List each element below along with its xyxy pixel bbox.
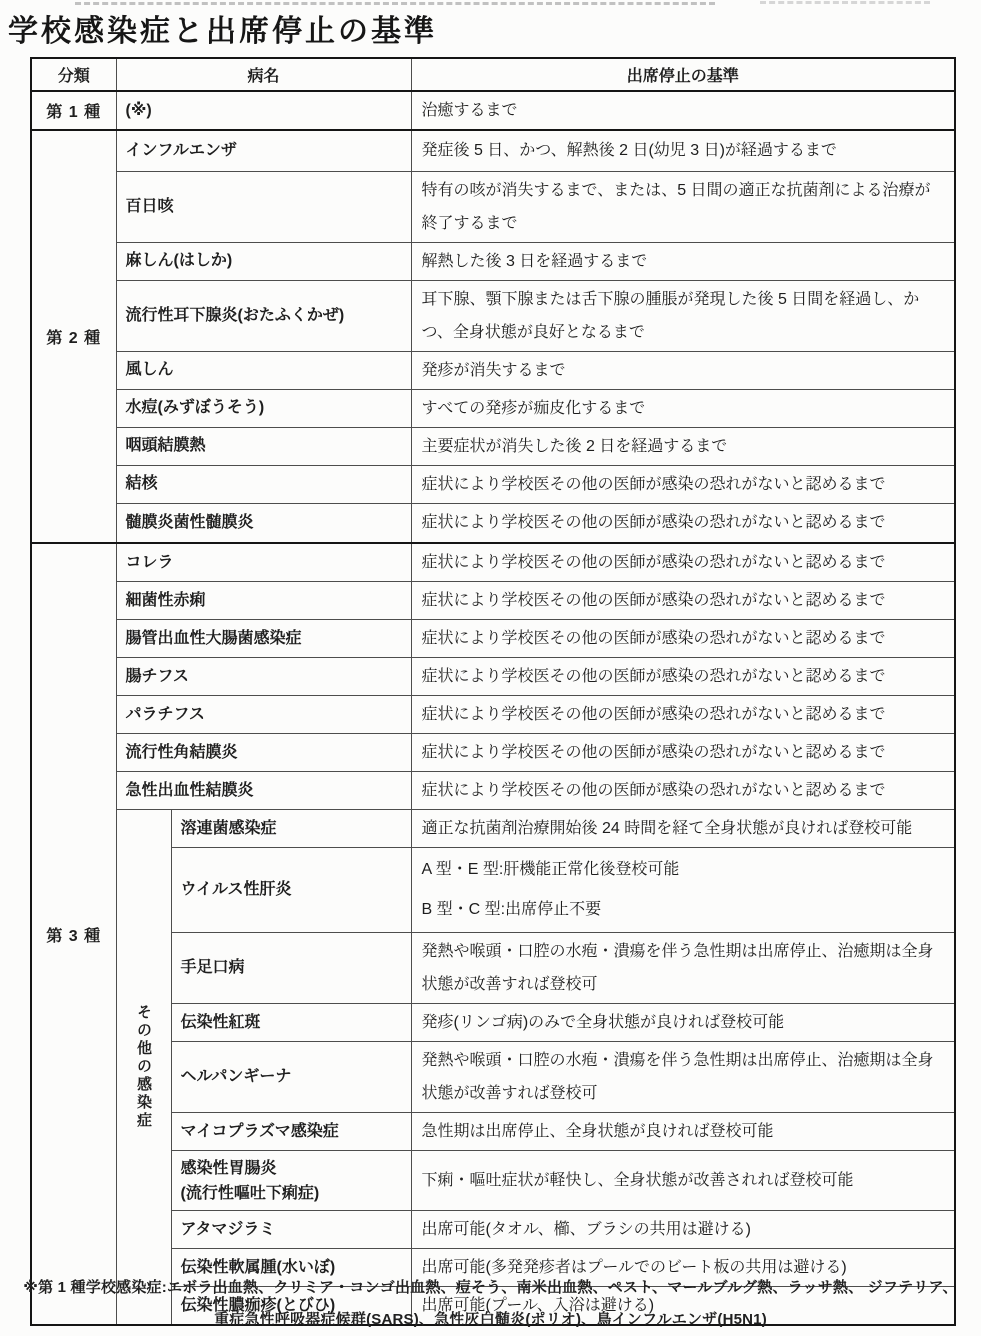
disease-name: 百日咳 <box>116 171 411 242</box>
criteria-text: 症状により学校医その他の医師が感染の恐れがないと認めるまで <box>411 696 955 734</box>
disease-name: コレラ <box>116 543 411 582</box>
disease-name: パラチフス <box>116 696 411 734</box>
disease-name: アタマジラミ <box>171 1211 411 1249</box>
table-row <box>31 351 955 389</box>
criteria-text: 特有の咳が消失するまで、または、5 日間の適正な抗菌剤による治療が終了するまで <box>411 171 955 242</box>
criteria-text: 症状により学校医その他の医師が感染の恐れがないと認めるまで <box>411 620 955 658</box>
infection-criteria-table <box>30 57 956 1326</box>
disease-name: 結核 <box>116 465 411 503</box>
disease-name: 伝染性軟属腫(水いぼ) <box>171 1249 411 1287</box>
table-row <box>31 582 955 620</box>
subsection-label-other-infections: その他の感染症 <box>116 810 171 1326</box>
criteria-text <box>411 848 955 933</box>
disease-name: 溶連菌感染症 <box>171 810 411 848</box>
disease-name: 風しん <box>116 351 411 389</box>
scan-artifact <box>75 2 715 5</box>
table-row <box>31 427 955 465</box>
criteria-text: 症状により学校医その他の医師が感染の恐れがないと認めるまで <box>411 734 955 772</box>
table-row <box>31 171 955 242</box>
header-row <box>31 58 955 91</box>
disease-name: 髄膜炎菌性髄膜炎 <box>116 503 411 543</box>
criteria-text: 症状により学校医その他の医師が感染の恐れがないと認めるまで <box>411 658 955 696</box>
disease-name-line: (流行性嘔吐下痢症) <box>180 1184 320 1202</box>
criteria-text: 下痢・嘔吐症状が軽快し、全身状態が改善されれば登校可能 <box>411 1151 955 1211</box>
criteria-text: 出席可能(多発発疹者はプールでのビート板の共用は避ける) <box>411 1249 955 1287</box>
disease-name: 流行性角結膜炎 <box>116 734 411 772</box>
criteria-text: 発症後 5 日、かつ、解熱後 2 日(幼児 3 日)が経過するまで <box>411 130 955 171</box>
criteria-line: B 型・C 型:出席停止不要 <box>421 901 602 918</box>
page-title: 学校感染症と出席停止の基準 <box>8 15 437 48</box>
footnote-line-1: ※第 1 種学校感染症:エボラ出血熱、クリミア・コンゴ出血熱、痘そう、南米出血熱、ペスト、マールブルグ熱、ラッサ熱、 ジフテリア、 <box>23 1279 958 1296</box>
criteria-text: 発熱や喉頭・口腔の水疱・潰瘍を伴う急性期は出席停止、治癒期は全身状態が改善すれば登校可 <box>411 1042 955 1113</box>
category-label-type3: 第 3 種 <box>31 543 116 1325</box>
criteria-line: A 型・E 型:肝機能正常化後登校可能 <box>421 861 680 878</box>
disease-name: 咽頭結膜熱 <box>116 427 411 465</box>
header-disease: 病名 <box>116 58 411 91</box>
disease-name: 腸管出血性大腸菌感染症 <box>116 620 411 658</box>
criteria-text: 発疹(リンゴ病)のみで全身状態が良ければ登校可能 <box>411 1004 955 1042</box>
criteria-text: 症状により学校医その他の医師が感染の恐れがないと認めるまで <box>411 543 955 582</box>
table-row <box>31 620 955 658</box>
criteria-text: 発疹が消失するまで <box>411 351 955 389</box>
disease-name: ウイルス性肝炎 <box>171 848 411 933</box>
table-row <box>31 465 955 503</box>
criteria-text: 症状により学校医その他の医師が感染の恐れがないと認めるまで <box>411 772 955 810</box>
disease-name: ヘルパンギーナ <box>171 1042 411 1113</box>
disease-name: 細菌性赤痢 <box>116 582 411 620</box>
disease-name: インフルエンザ <box>116 130 411 171</box>
disease-name: 急性出血性結膜炎 <box>116 772 411 810</box>
footnote <box>0 1272 981 1336</box>
disease-name: マイコプラズマ感染症 <box>171 1113 411 1151</box>
table-row <box>31 389 955 427</box>
disease-name: 手足口病 <box>171 933 411 1004</box>
criteria-text: 出席可能(プール、入浴は避ける) <box>411 1287 955 1326</box>
criteria-text: 発熱や喉頭・口腔の水疱・潰瘍を伴う急性期は出席停止、治癒期は全身状態が改善すれば登校可 <box>411 933 955 1004</box>
criteria-text: 治癒するまで <box>411 91 955 130</box>
disease-name: (※) <box>116 91 411 130</box>
criteria-text: 主要症状が消失した後 2 日を経過するまで <box>411 427 955 465</box>
criteria-text: 急性期は出席停止、全身状態が良ければ登校可能 <box>411 1113 955 1151</box>
table-row <box>31 810 955 848</box>
table-row <box>31 734 955 772</box>
table-row <box>31 280 955 351</box>
category-label-type2: 第 2 種 <box>31 130 116 543</box>
criteria-text: 症状により学校医その他の医師が感染の恐れがないと認めるまで <box>411 465 955 503</box>
disease-name-line: 感染性胃腸炎 <box>180 1159 277 1177</box>
table-row <box>31 91 955 130</box>
criteria-text: 症状により学校医その他の医師が感染の恐れがないと認めるまで <box>411 582 955 620</box>
table-row <box>31 772 955 810</box>
table-row <box>31 130 955 171</box>
disease-name: 水痘(みずぼうそう) <box>116 389 411 427</box>
disease-name: 流行性耳下腺炎(おたふくかぜ) <box>116 280 411 351</box>
disease-name: 腸チフス <box>116 658 411 696</box>
header-criteria: 出席停止の基準 <box>411 58 955 91</box>
table-row <box>31 658 955 696</box>
scan-artifact <box>760 1 930 4</box>
disease-name: 伝染性紅斑 <box>171 1004 411 1042</box>
table-row <box>31 696 955 734</box>
criteria-text: 出席可能(タオル、櫛、ブラシの共用は避ける) <box>411 1211 955 1249</box>
criteria-text: 症状により学校医その他の医師が感染の恐れがないと認めるまで <box>411 503 955 543</box>
criteria-text: 解熱した後 3 日を経過するまで <box>411 242 955 280</box>
disease-name: 伝染性膿痂疹(とびひ) <box>171 1287 411 1326</box>
criteria-text: 耳下腺、顎下腺または舌下腺の腫脹が発現した後 5 日間を経過し、かつ、全身状態が良好となるまで <box>411 280 955 351</box>
table-row <box>31 503 955 543</box>
footnote-line-2: 重症急性呼吸器症候群(SARS)、急性灰白髄炎(ポリオ)、鳥インフルエンザ(H5N1) <box>214 1311 767 1328</box>
table-row <box>31 543 955 582</box>
header-category: 分類 <box>31 58 116 91</box>
table-row <box>31 242 955 280</box>
disease-name <box>171 1151 411 1211</box>
criteria-text: すべての発疹が痂皮化するまで <box>411 389 955 427</box>
criteria-text: 適正な抗菌剤治療開始後 24 時間を経て全身状態が良ければ登校可能 <box>411 810 955 848</box>
disease-name: 麻しん(はしか) <box>116 242 411 280</box>
category-label-type1: 第 1 種 <box>31 91 116 130</box>
